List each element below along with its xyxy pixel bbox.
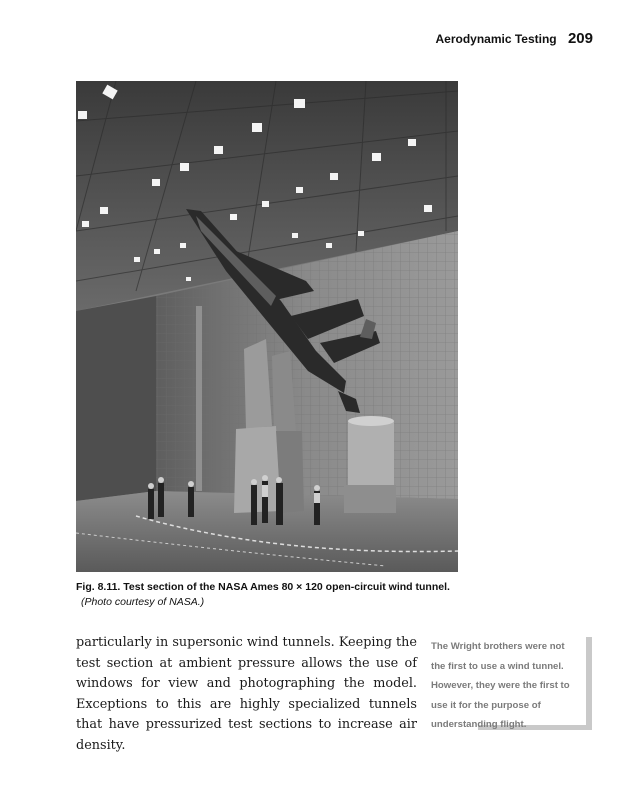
figure-label: Fig. 8.11.	[76, 581, 121, 593]
photo-credit: (Photo courtesy of NASA.)	[81, 596, 205, 608]
margin-note	[424, 632, 586, 730]
wind-tunnel-photo	[76, 81, 458, 572]
margin-note-line: use it for the purpose of	[431, 699, 541, 711]
margin-note-line: However, they were the first to	[431, 680, 570, 691]
running-title: Aerodynamic Testing	[435, 32, 557, 46]
margin-note-line: understanding flight.	[431, 719, 527, 730]
page-number: 209	[567, 30, 593, 47]
margin-note-line: The Wright brothers were not	[431, 641, 565, 652]
running-header	[435, 30, 593, 47]
figure-caption	[76, 580, 471, 610]
margin-note-line: the first to use a wind tunnel.	[431, 660, 564, 672]
figure-caption-text: Test section of the NASA Ames 80 × 120 open-circuit wind tunnel.	[123, 581, 450, 593]
body-paragraph: particularly in supersonic wind tunnels. Keeping the test section at ambient pressure allows the use of windows for view and photographing the model. Exceptions to this are highly specialized tunnels that have pressurized test sections to increase air density.	[76, 635, 417, 753]
